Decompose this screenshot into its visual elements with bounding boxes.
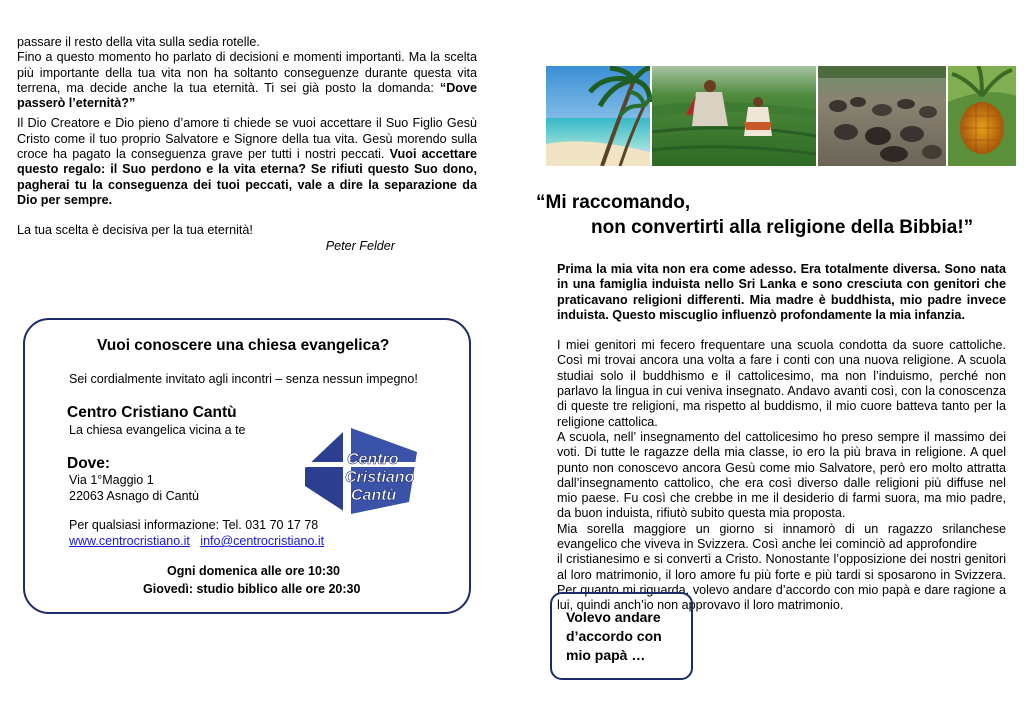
beach-photo [546, 66, 652, 166]
website-link[interactable]: www.centrocristiano.it [69, 534, 190, 548]
contact-info: Per qualsiasi informazione: Tel. 031 70 17 78 [69, 518, 319, 532]
where-label: Dove: [67, 455, 111, 472]
paragraph: I miei genitori mi fecero frequentare una scuola condotta da suore cattoliche. Così mi trovai ancora una volta a fare i conti con una nuova religione. A scuola studiai solo il buddhismo e il cattolicesimo, ma non l’induismo, perché non parlavo la lingua in cui veniva insegnato. Andavo avanti così, con la conoscenza di queste tre religioni, ma rispetto al buddismo, il mio cuore batteva tanto per la religione cattolica. [557, 338, 1006, 429]
tropical-fruit-photo [948, 66, 1016, 166]
address-line: Via 1°Maggio 1 [69, 473, 154, 487]
logo-text-line: Cantù [351, 487, 397, 504]
logo-text-line: Cristiano [345, 469, 415, 486]
church-name: Centro Cristiano Cantù [67, 404, 237, 421]
thursday-study: Giovedì: studio biblico alle ore 20:30 [143, 582, 361, 596]
paragraph: Il Dio Creatore e Dio pieno d’amore ti chiede se vuoi accettare il Suo Figlio Gesù Cristo come il tuo proprio Salvatore e Signore della tua vita. Gesù morendo sulla croce ha pagato la conseguenza grave per tutti i nostri peccati. Vuoi accettare questo regalo: il Suo perdono e la vita eterna? Se rifiuti questo Suo dono, pagherai tu la conseguenza dei tuoi peccati, vale a dire la separazione da Dio per sempre. [17, 116, 477, 207]
sri-lanka-photo-strip [546, 66, 1016, 166]
signature: Peter Felder [325, 238, 395, 253]
church-tagline: La chiesa evangelica vicina a te [69, 423, 246, 437]
tea-plantation-photo [652, 66, 816, 166]
church-info-box [23, 318, 471, 614]
pull-quote: Volevo andare d’accordo con mio papà … [550, 592, 693, 680]
box-heading: Vuoi conoscere una chiesa evangelica? [97, 337, 390, 354]
links-row [69, 534, 324, 549]
elephants-river-photo [818, 66, 946, 166]
invite-text: Sei cordialmente invitato agli incontri – senza nessun impegno! [69, 372, 418, 386]
paragraph: Mia sorella maggiore un giorno si innamorò di un ragazzo srilanchese evangelico che viveva in Svizzera. Così anche lei cominciò ad approfondire [557, 521, 1006, 552]
title-line: “Mi raccomando, [536, 192, 691, 213]
article-title [536, 190, 1006, 240]
left-column-text [17, 35, 477, 254]
paragraph: il cristianesimo e si convertì a Cristo. Nonostante l’opposizione dei nostri genitori al loro matrimonio, il loro amore fu più forte e più tardi si sposarono in Svizzera. Per quanto mi riguarda, volevo andare d’accordo con mio papà e dare ragione a lui, quindi anch’io non approvavo il loro matrimonio. [557, 552, 1006, 613]
intro-paragraph: Prima la mia vita non era come adesso. Era totalmente diversa. Sono nata in una famiglia induista nello Sri Lanka e sono cresciuta con genitori che praticavano religioni differenti. Mia madre è buddhista, mio padre invece induista. Questo miscuglio influenzò profondamente la mia infanzia. [557, 262, 1006, 322]
title-line: non convertirti alla religione della Bibbia!” [591, 217, 974, 238]
gift-emphasis: Vuoi accettare questo regalo: il Suo perdono e la vita eterna? Se rifiuti questo Suo dono, pagherai tu la conseguenza dei tuoi peccati, vale a dire la separazione da Dio per sempre. [17, 147, 477, 207]
paragraph: A scuola, nell’ insegnamento del cattolicesimo ho preso sempre il massimo dei voti. Di tutte le ragazze della mia classe, io ero la più brava in religione. A quel punto non conoscevo ancora Gesù come mio Salvatore, però ero molto attratta dall’insegnamento cattolico, che era così diverso dalle religioni più diffuse nel mio paese. Fu così che crebbe in me il desiderio di farmi suora, ma mio padre, da buon induista, rifiutò subito questa mia proposta. [557, 429, 1006, 521]
paragraph: passare il resto della vita sulla sedia rotelle. [17, 35, 260, 49]
logo-left-shape [305, 432, 345, 512]
church-logo [299, 424, 423, 516]
sunday-service: Ogni domenica alle ore 10:30 [167, 564, 340, 578]
email-link[interactable]: info@centrocristiano.it [200, 534, 325, 548]
question-emphasis: “Dove passerò l’eternità?” [17, 80, 477, 111]
paragraph: Fino a questo momento ho parlato di decisioni e momenti importanti. Ma la scelta più importante della tua vita non ha soltanto conseguenze durante questa vita terrena, ma decide anche la tua eternità. Ti sei già posto la domanda: “Dove passerò l’eternità?” [17, 50, 477, 111]
right-column-text [557, 262, 1006, 614]
logo-text-line: Centro [347, 451, 399, 468]
paragraph: La tua scelta è decisiva per la tua eternità! [17, 223, 253, 238]
address-line: 22063 Asnago di Cantù [69, 489, 199, 503]
